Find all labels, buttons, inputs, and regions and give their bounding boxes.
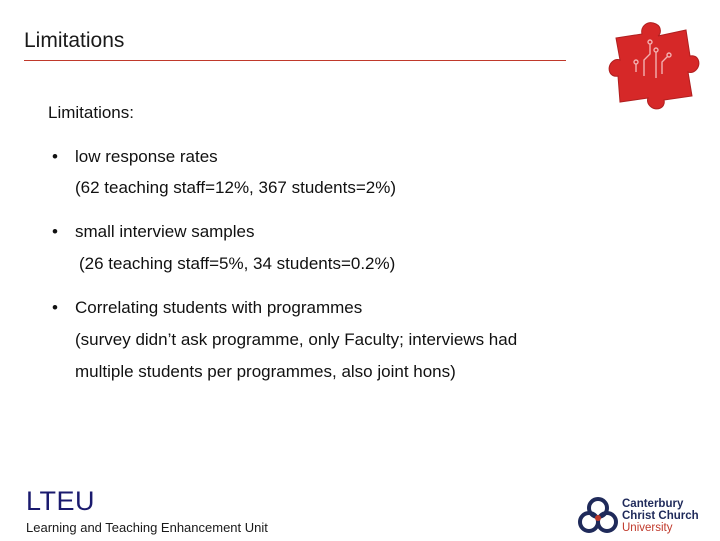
lteu-logo: LTEU [26,486,96,516]
bullet: • [52,298,58,317]
list-item-label: low response rates [75,147,218,166]
university-crest-icon [576,494,620,536]
slide-body [48,102,608,381]
lteu-subtitle: Learning and Teaching Enhancement Unit [26,520,268,535]
bullet: • [52,222,58,241]
slide-title: Limitations [24,29,125,52]
list-item-detail: multiple students per programmes, also joint hons) [75,362,456,381]
list-item-detail: (survey didn’t ask programme, only Faculty; interviews had [75,330,518,349]
body-heading: Limitations: [48,103,134,122]
puzzle-icon [606,16,700,110]
university-logo [576,494,704,536]
list-item-label: Correlating students with programmes [75,298,363,317]
university-name-line1: Canterbury [622,498,684,510]
university-name-line3: University [622,522,673,534]
title-divider [24,60,566,61]
list-item-detail: (62 teaching staff=12%, 367 students=2%) [75,178,397,197]
list-item-label: small interview samples [75,222,255,241]
bullet: • [52,147,58,166]
list-item-detail: (26 teaching staff=5%, 34 students=0.2%) [79,254,396,273]
university-name-line2: Christ Church [622,510,699,522]
